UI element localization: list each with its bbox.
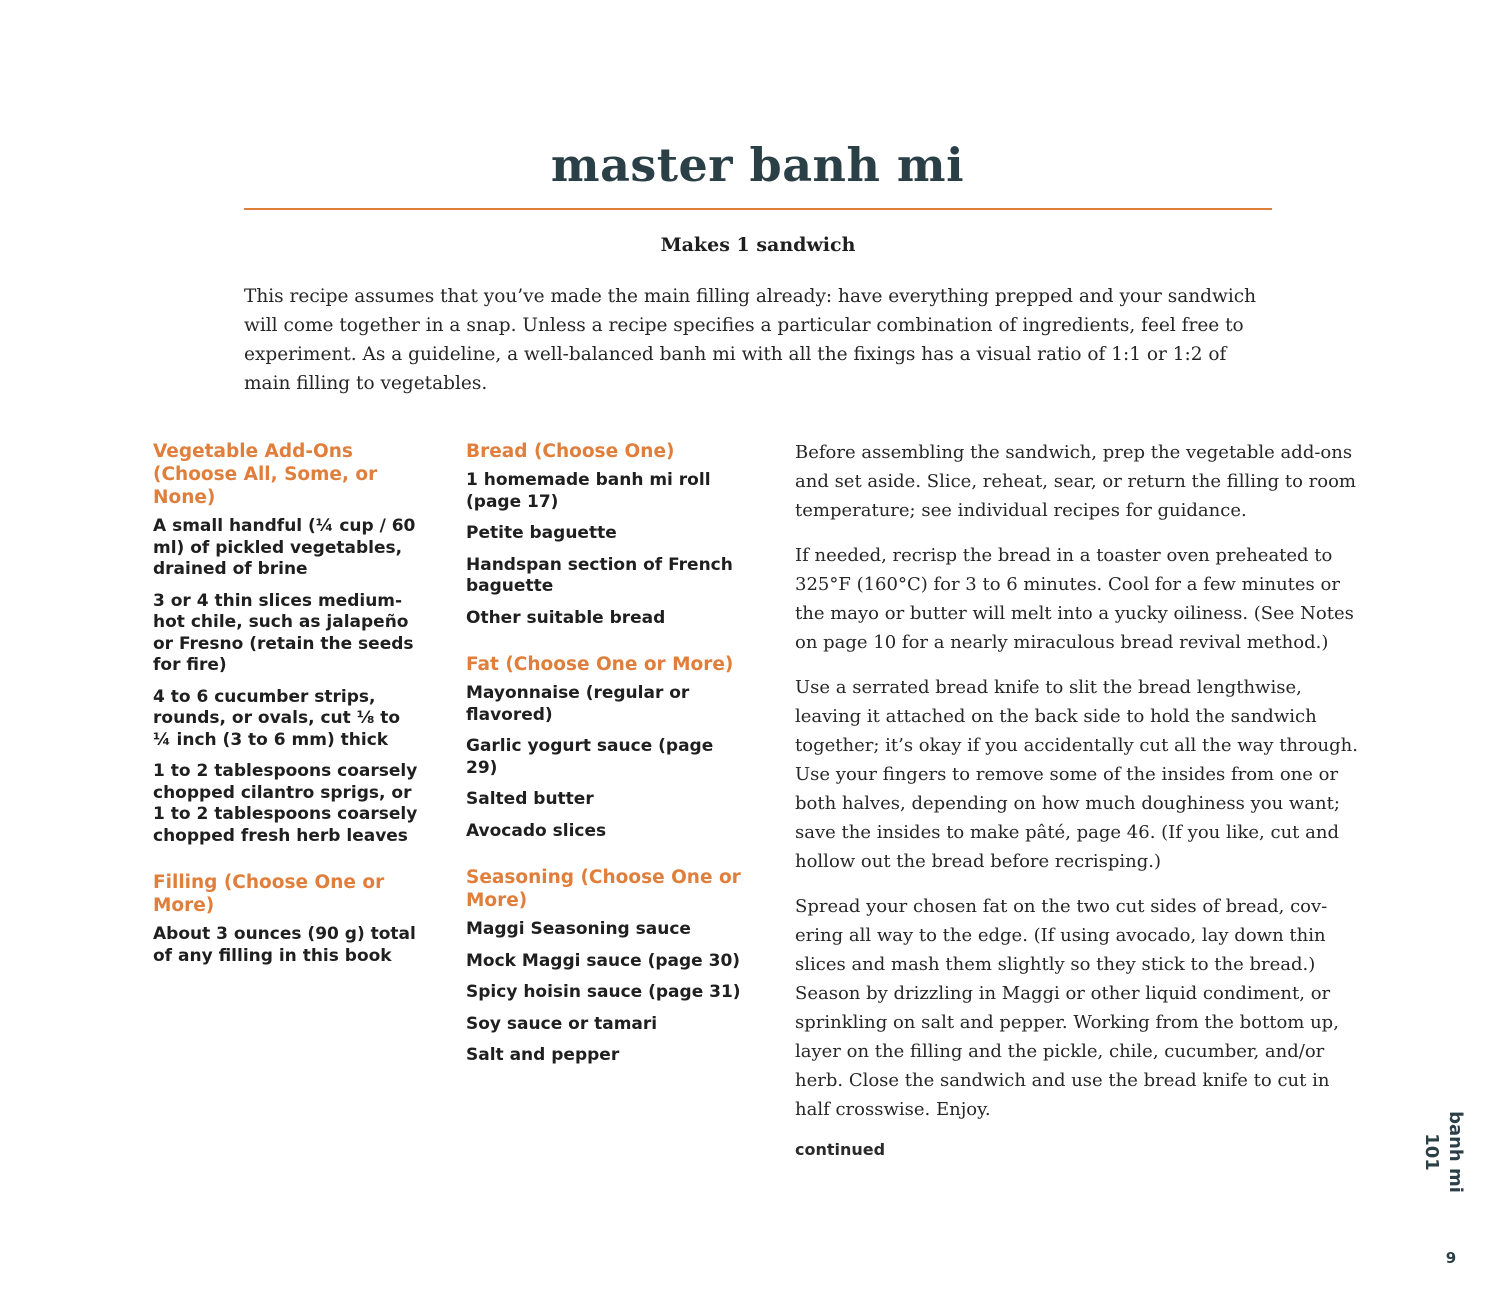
ingredient-item: Salt and pepper bbox=[466, 1045, 620, 1065]
recipe-yield: Makes 1 sandwich bbox=[660, 234, 856, 256]
ingredient-section-vegetable-add-ons bbox=[153, 440, 423, 847]
ingredient-item: About 3 ounces (90 g) total of any filling in this book bbox=[153, 924, 416, 966]
section-heading: Filling (Choose One or More) bbox=[153, 872, 385, 916]
ingredient-item: Spicy hoisin sauce (page 31) bbox=[466, 982, 741, 1002]
ingredient-item: Soy sauce or tamari bbox=[466, 1013, 658, 1034]
ingredient-section-fat bbox=[466, 653, 746, 842]
chapter-label: banh mi 101 bbox=[1421, 1111, 1466, 1193]
ingredient-item: Maggi Seasoning sauce bbox=[466, 919, 691, 939]
page-number: 9 bbox=[1445, 1249, 1457, 1267]
method-paragraph: Spread your chosen fat on the two cut sides of bread, covering all way to the edge. (If using avocado, lay down thin slices and mash them slightly so they stick to the bread.) Season by drizzling in Maggi or other liquid condiment, or sprinkling on salt and pepper. Working from the bottom up, layer on the filling and the pickle, chile, cucumber, and/or herb. Close the sandwich and use the bread knife to cut in half crosswise. Enjoy. bbox=[795, 896, 1339, 1120]
method-paragraph: If needed, recrisp the bread in a toaster oven preheated to 325°F (160°C) for 3 to 6 minutes. Cool for a few minutes or the mayo or butter will melt into a yucky oiliness. (See Notes on page 10 for a nearly miraculous bread revival method.) bbox=[795, 545, 1354, 653]
ingredient-item: 3 or 4 thin slices medium-hot chile, such as jalapeño or Fresno (retain the seeds for fire) bbox=[153, 590, 414, 675]
ingredient-item: 1 homemade banh mi roll (page 17) bbox=[466, 470, 711, 512]
ingredient-item: 4 to 6 cucumber strips, rounds, or ovals, cut ⅛ to ¼ inch (3 to 6 mm) thick bbox=[153, 686, 401, 750]
section-heading: Seasoning (Choose One or More) bbox=[466, 867, 741, 911]
method-paragraph: Use a serrated bread knife to slit the bread lengthwise, leaving it attached on the back side to hold the sandwich together; it’s okay if you accidentally cut all the way through. Use your fingers to remove some of the insides from one or both halves, depending on how much doughiness you want; save the insides to make pâté, page 46. (If you like, cut and hollow out the bread before recrisping.) bbox=[795, 677, 1358, 872]
title-divider bbox=[244, 208, 1272, 210]
ingredient-item: A small handful (¼ cup / 60 ml) of pickled vegetables, drained of brine bbox=[153, 516, 416, 579]
section-heading: Vegetable Add-Ons (Choose All, Some, or None) bbox=[153, 441, 378, 508]
ingredient-section-filling bbox=[153, 871, 423, 967]
section-heading: Fat (Choose One or More) bbox=[466, 654, 734, 675]
ingredients-column-2 bbox=[466, 440, 746, 1077]
ingredient-item: Petite baguette bbox=[466, 523, 617, 543]
ingredients-column-1 bbox=[153, 440, 423, 977]
ingredient-item: Mayonnaise (regular or flavored) bbox=[466, 683, 690, 725]
ingredient-item: Other suitable bread bbox=[466, 607, 666, 628]
ingredient-section-seasoning bbox=[466, 866, 746, 1067]
ingredient-item: 1 to 2 tablespoons coarsely chopped cilantro sprigs, or 1 to 2 tablespoons coarsely chopped fresh herb leaves bbox=[153, 761, 418, 846]
intro-paragraph: This recipe assumes that you’ve made the main filling already: have everything prepped and your sandwich will come together in a snap. Unless a recipe specifies a particular combination of ingredients, feel free to experiment. As a guideline, a well-balanced banh mi with all the fixings has a visual ratio of 1:1 or 1:2 of main filling to vegetables. bbox=[244, 286, 1257, 394]
page-title: master banh mi bbox=[550, 138, 965, 192]
method-paragraph: Before assembling the sandwich, prep the vegetable add-ons and set aside. Slice, reheat, sear, or return the filling to room temperature; see individual recipes for guidance. bbox=[795, 442, 1356, 521]
continued-label: continued bbox=[795, 1140, 886, 1159]
ingredient-item: Handspan section of French baguette bbox=[466, 554, 733, 596]
ingredient-item: Garlic yogurt sauce (page 29) bbox=[466, 736, 714, 778]
section-heading: Bread (Choose One) bbox=[466, 441, 675, 462]
ingredient-section-bread bbox=[466, 440, 746, 629]
method-column bbox=[795, 438, 1360, 1159]
ingredient-item: Mock Maggi sauce (page 30) bbox=[466, 950, 741, 971]
ingredient-item: Avocado slices bbox=[466, 820, 607, 841]
ingredient-item: Salted butter bbox=[466, 789, 594, 809]
